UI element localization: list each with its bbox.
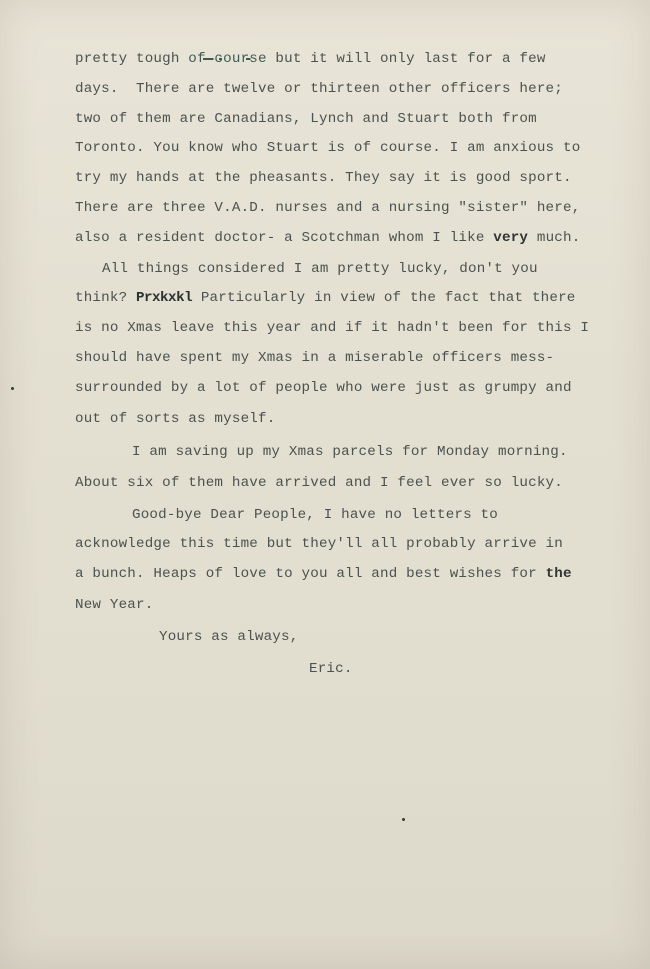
line-text: much. bbox=[528, 230, 581, 246]
letter-line: two of them are Canadians, Lynch and Stuart both from bbox=[75, 111, 537, 127]
letter-line: out of sorts as myself. bbox=[75, 411, 276, 427]
line-text: think? bbox=[75, 290, 136, 306]
letter-line: try my hands at the pheasants. They say it is good sport. bbox=[75, 170, 572, 186]
letter-line bbox=[75, 289, 576, 307]
closing: Yours as always, bbox=[159, 629, 299, 645]
line-text: also a resident doctor- a Scotchman whom I like bbox=[75, 230, 494, 246]
signature: Eric. bbox=[309, 661, 353, 677]
letter-line: All things considered I am pretty lucky, don't you bbox=[102, 261, 538, 277]
overstruck-text: the bbox=[545, 566, 572, 582]
letter-line: should have spent my Xmas in a miserable officers mess- bbox=[75, 350, 555, 366]
xed-out-text: Prxkxkl bbox=[136, 290, 193, 306]
letter-line bbox=[75, 50, 546, 68]
line-text: Particularly in view of the fact that there bbox=[192, 290, 576, 306]
line-text: but it will only last for a few bbox=[266, 51, 546, 67]
letter-line: is no Xmas leave this year and if it hadn't been for this I bbox=[75, 320, 590, 336]
letter-line: There are three V.A.D. nurses and a nursing "sister" here, bbox=[75, 200, 581, 216]
letter-line: Good-bye Dear People, I have no letters to bbox=[132, 507, 498, 523]
letter-line: days. There are twelve or thirteen other officers here; bbox=[75, 81, 563, 97]
letter-line: Toronto. You know who Stuart is of course. I am anxious to bbox=[75, 140, 581, 156]
paper-speck bbox=[11, 387, 14, 390]
letter-line bbox=[75, 229, 580, 247]
letter-line: About six of them have arrived and I feel ever so lucky. bbox=[75, 475, 563, 491]
line-text: a bunch. Heaps of love to you all and best wishes for bbox=[75, 566, 546, 582]
overstruck-text: very bbox=[493, 230, 529, 246]
line-text: pretty tough bbox=[75, 51, 189, 67]
letter-line: acknowledge this time but they'll all probably arrive in bbox=[75, 536, 563, 552]
struck-text: of course bbox=[188, 51, 267, 67]
letter-line: I am saving up my Xmas parcels for Monday morning. bbox=[132, 444, 568, 460]
letter-line: New Year. bbox=[75, 597, 154, 613]
letter-line: surrounded by a lot of people who were just as grumpy and bbox=[75, 380, 572, 396]
paper-speck bbox=[402, 818, 405, 821]
letter-line bbox=[75, 565, 572, 583]
